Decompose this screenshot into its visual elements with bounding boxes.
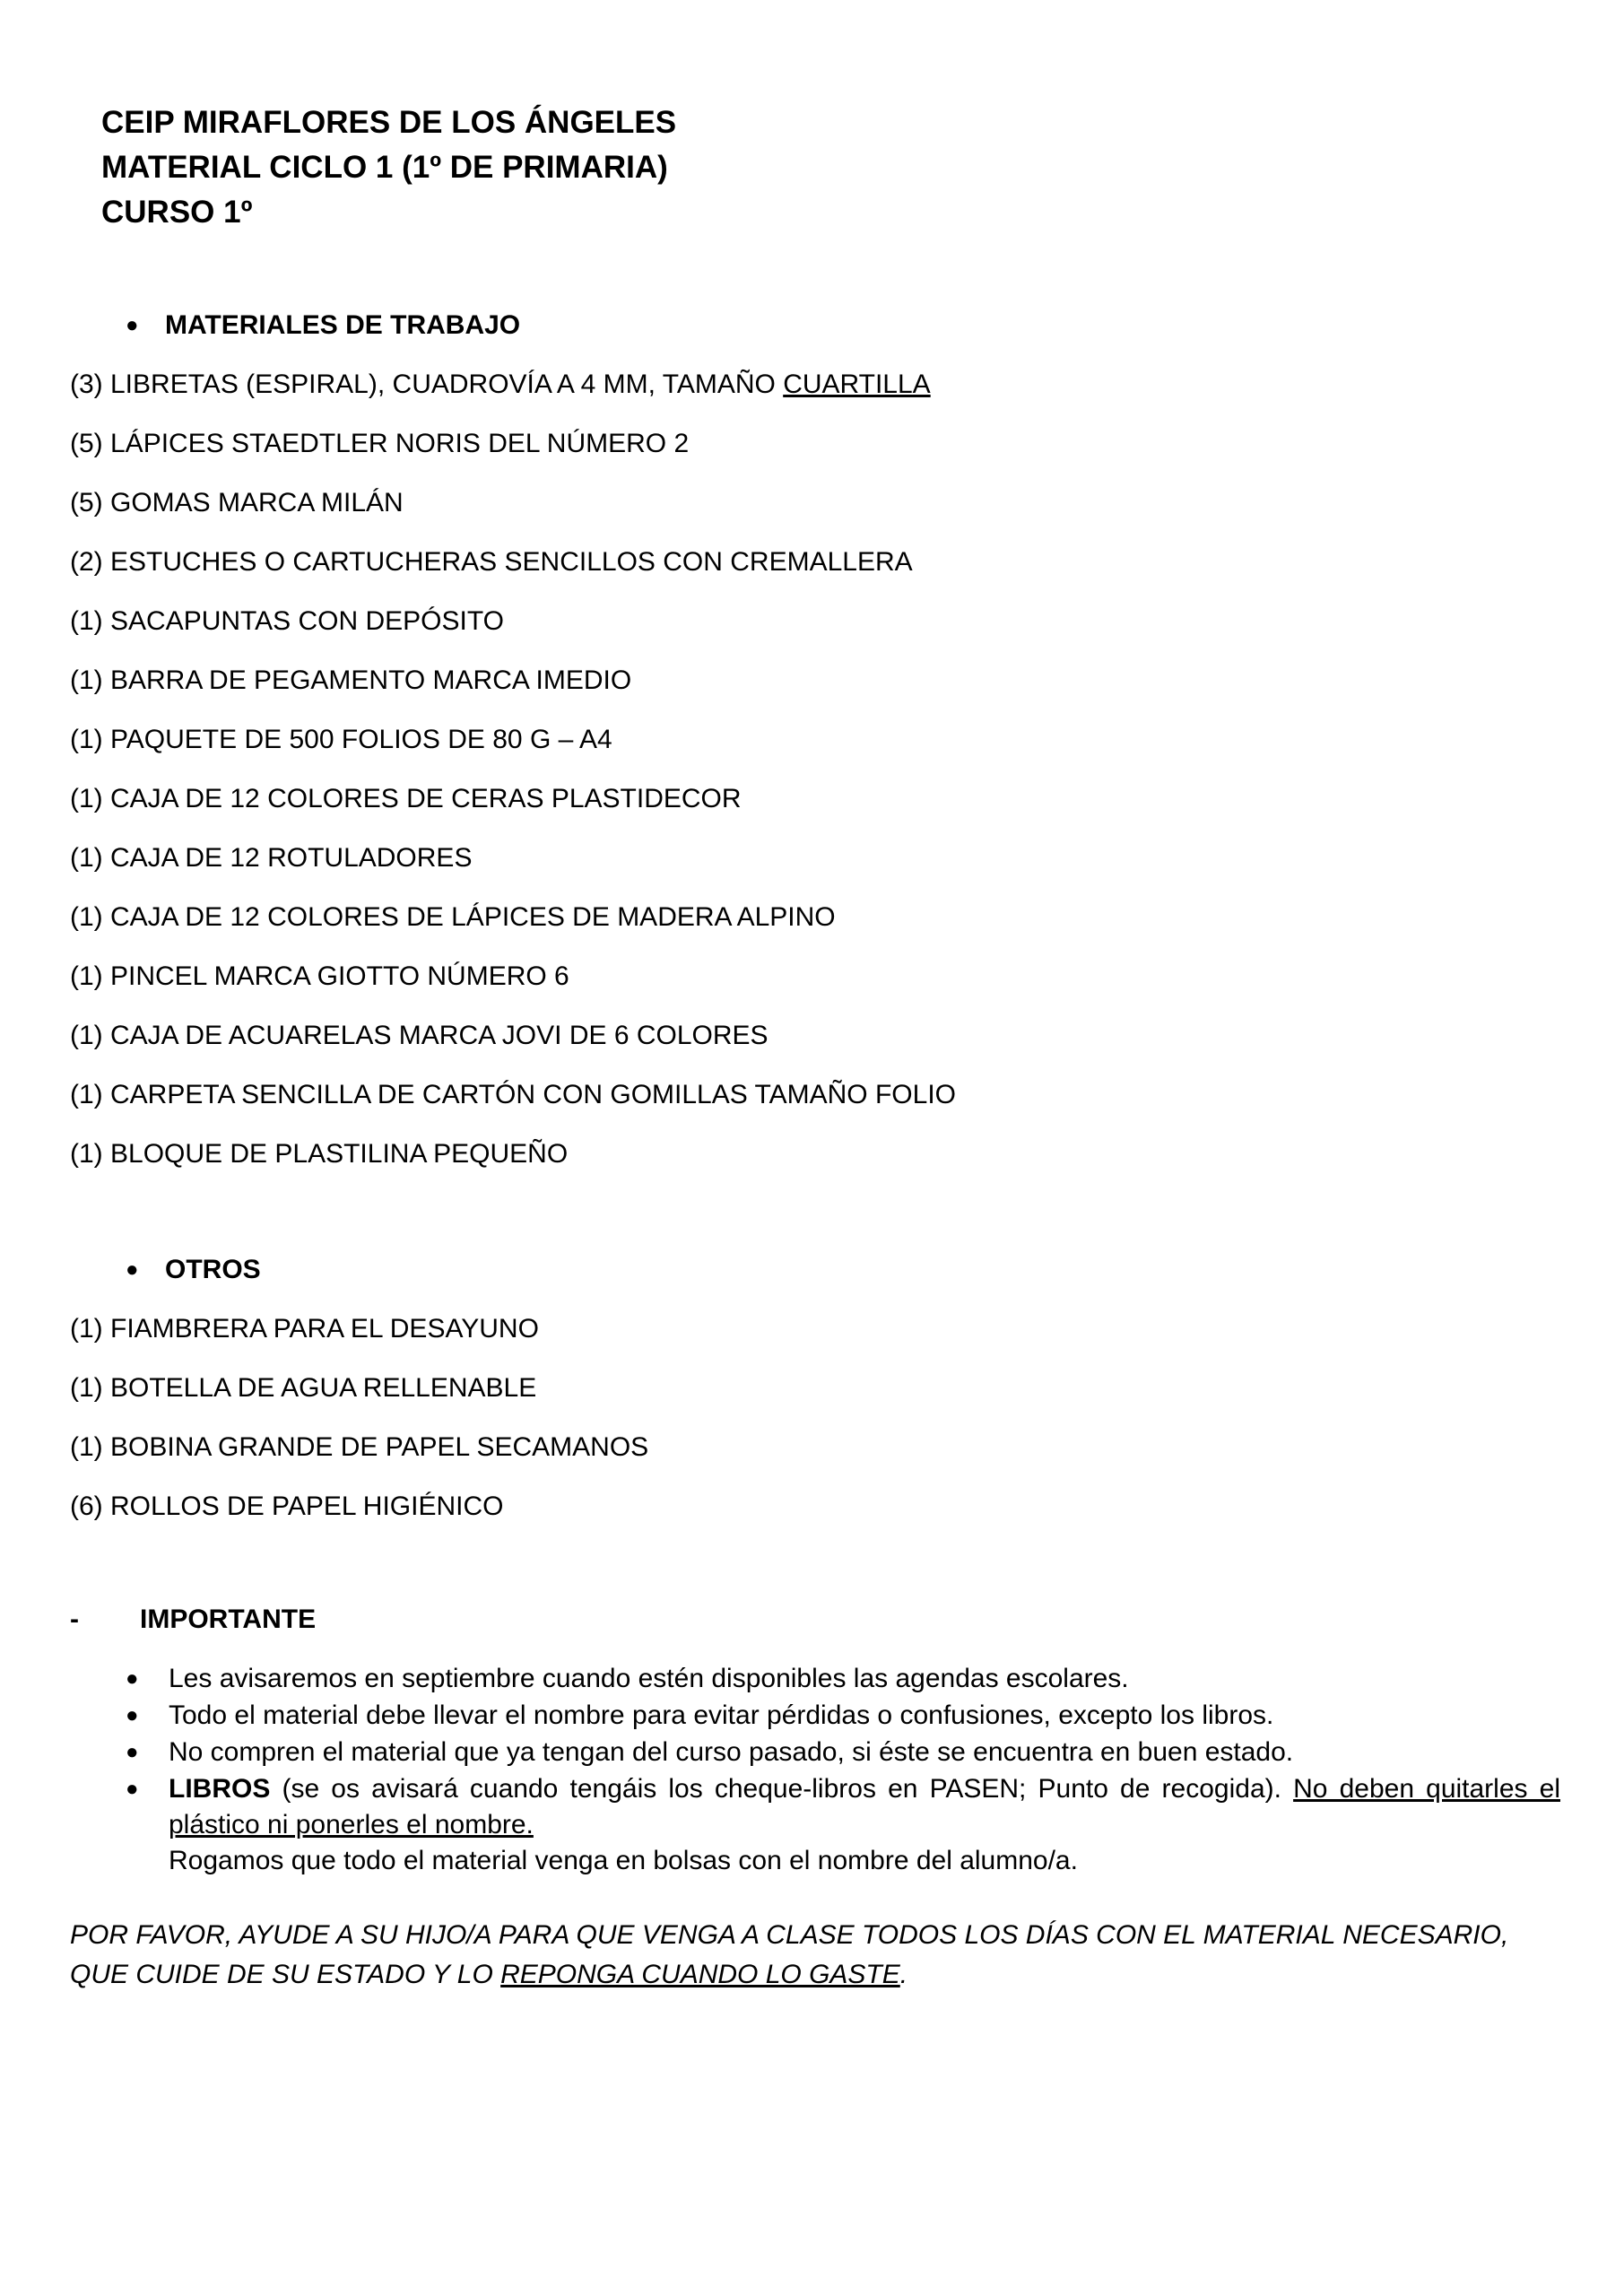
material-cycle-title: MATERIAL CICLO 1 (1º DE PRIMARIA): [101, 150, 668, 185]
document-header: [101, 100, 1446, 235]
list-item: (1) SACAPUNTAS CON DEPÓSITO: [70, 606, 504, 636]
bullet-icon: ●: [126, 1740, 139, 1764]
bullet-icon: ●: [126, 1777, 139, 1801]
bullet-icon: ●: [126, 313, 139, 337]
list-item: (1) BOBINA GRANDE DE PAPEL SECAMANOS: [70, 1432, 649, 1462]
importante-title: IMPORTANTE: [140, 1605, 317, 1634]
note-text: Les avisaremos en septiembre cuando estén disponibles las agendas escolares.: [169, 1664, 1129, 1693]
list-item: (1) BOTELLA DE AGUA RELLENABLE: [70, 1373, 537, 1403]
list-item: (1) BLOQUE DE PLASTILINA PEQUEÑO: [70, 1139, 569, 1169]
note-item-libros: [126, 1771, 1560, 1879]
section-materiales-title: MATERIALES DE TRABAJO: [165, 310, 521, 340]
importante-notes: [126, 1661, 1560, 1879]
closing-end: .: [899, 1960, 908, 1989]
libros-label: LIBROS: [169, 1774, 271, 1804]
note-text: Todo el material debe llevar el nombre para evitar pérdidas o confusiones, excepto los libros.: [169, 1700, 1274, 1730]
list-item: [70, 355, 1550, 414]
list-item: (1) CAJA DE 12 COLORES DE CERAS PLASTIDECOR: [70, 784, 742, 813]
school-name: CEIP MIRAFLORES DE LOS ÁNGELES: [101, 105, 677, 140]
list-item: (1) CAJA DE ACUARELAS MARCA JOVI DE 6 COLORES: [70, 1021, 769, 1050]
section-otros-title: OTROS: [165, 1255, 261, 1284]
section-otros-heading: [126, 1250, 261, 1290]
list-item-text: (3) LIBRETAS (ESPIRAL), CUADROVÍA A 4 MM, TAMAÑO: [70, 370, 784, 399]
dash-marker: -: [70, 1605, 79, 1634]
bags-note: Rogamos que todo el material venga en bolsas con el nombre del alumno/a.: [169, 1846, 1078, 1875]
list-item: (1) PAQUETE DE 500 FOLIOS DE 80 G – A4: [70, 725, 612, 754]
libros-text: (se os avisará cuando tengáis los cheque-libros en PASEN; Punto de recogida).: [270, 1774, 1294, 1804]
bullet-icon: ●: [126, 1666, 139, 1691]
note-item: [126, 1661, 1560, 1697]
closing-message: [70, 1916, 1559, 1995]
closing-underlined: REPONGA CUANDO LO GASTE: [500, 1960, 900, 1989]
note-text: No compren el material que ya tengan del curso pasado, si éste se encuentra en buen estado.: [169, 1737, 1294, 1767]
bullet-icon: ●: [126, 1257, 139, 1282]
closing-text: POR FAVOR, AYUDE A SU HIJO/A PARA QUE VENGA A CLASE TODOS LOS DÍAS CON EL MATERIAL NECESARIO, QUE CUIDE DE SU ESTADO Y LO: [70, 1920, 1509, 1989]
bullet-icon: ●: [126, 1703, 139, 1727]
list-item: (5) LÁPICES STAEDTLER NORIS DEL NÚMERO 2: [70, 429, 690, 458]
note-item: [126, 1698, 1560, 1734]
list-item: (6) ROLLOS DE PAPEL HIGIÉNICO: [70, 1492, 504, 1521]
list-item: (1) BARRA DE PEGAMENTO MARCA IMEDIO: [70, 665, 632, 695]
list-item: (1) CAJA DE 12 COLORES DE LÁPICES DE MADERA ALPINO: [70, 902, 836, 932]
libros-warning: No deben quitarles el plástico ni ponerles el nombre.: [169, 1774, 1561, 1839]
list-item: (1) CARPETA SENCILLA DE CARTÓN CON GOMILLAS TAMAÑO FOLIO: [70, 1080, 956, 1109]
list-item: (2) ESTUCHES O CARTUCHERAS SENCILLOS CON CREMALLERA: [70, 547, 913, 577]
list-item: (5) GOMAS MARCA MILÁN: [70, 488, 404, 517]
list-item: (1) CAJA DE 12 ROTULADORES: [70, 843, 473, 873]
otros-list: [70, 1300, 1550, 1536]
note-item: [126, 1735, 1560, 1770]
list-item: (1) PINCEL MARCA GIOTTO NÚMERO 6: [70, 961, 569, 991]
course-title: CURSO 1º: [101, 195, 253, 230]
list-item: (1) FIAMBRERA PARA EL DESAYUNO: [70, 1314, 539, 1344]
list-item-underlined: CUARTILLA: [783, 370, 931, 399]
section-materiales-heading: [126, 306, 520, 345]
importante-heading: [70, 1600, 316, 1639]
materiales-list: [70, 355, 1550, 1184]
note-text: [169, 1771, 1560, 1879]
